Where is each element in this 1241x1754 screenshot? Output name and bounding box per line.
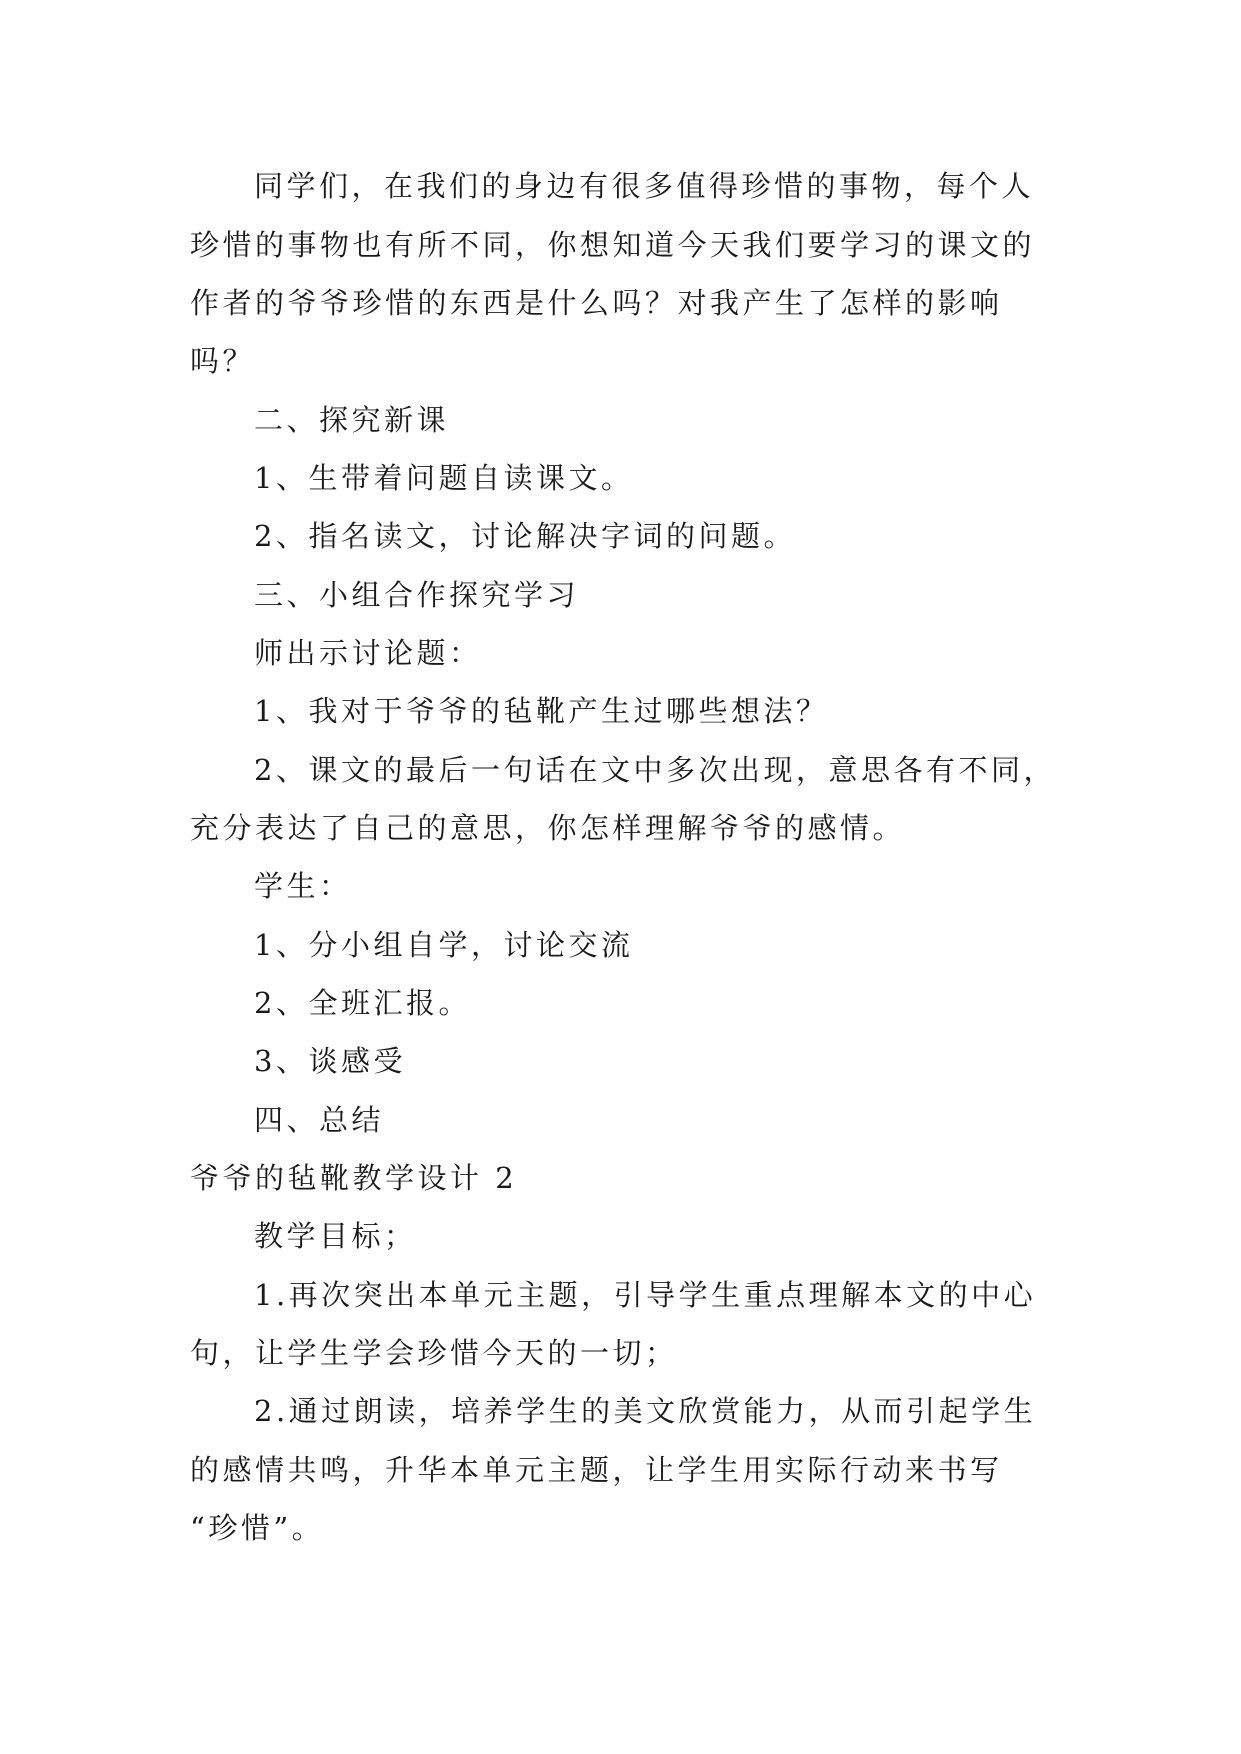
section-heading-summary: 四、总结: [254, 1103, 385, 1137]
paragraph-intro-line-3: 作者的爷爷珍惜的东西是什么吗？对我产生了怎样的影响: [190, 286, 1003, 320]
discussion-question-2-line-2: 充分表达了自己的意思，你怎样理解爷爷的感情。: [190, 811, 906, 845]
paragraph-intro-line-2: 珍惜的事物也有所不同，你想知道今天我们要学习的课文的: [190, 228, 1036, 262]
discussion-question-2-line-1: 2、课文的最后一句话在文中多次出现，意思各有不同，: [254, 753, 1056, 787]
list-item-explore-2: 2、指名读文，讨论解决字词的问题。: [254, 519, 796, 553]
student-step-3: 3、谈感受: [254, 1044, 406, 1078]
objective-2-line-3: “珍惜”。: [190, 1511, 325, 1545]
list-item-explore-1: 1、生带着问题自读课文。: [254, 461, 634, 495]
section-heading-group: 三、小组合作探究学习: [254, 578, 580, 612]
student-step-2: 2、全班汇报。: [254, 986, 471, 1020]
students-label: 学生：: [254, 869, 352, 903]
paragraph-intro-line-4: 吗？: [190, 344, 256, 378]
student-step-1: 1、分小组自学，讨论交流: [254, 928, 634, 962]
section-heading-explore: 二、探究新课: [254, 403, 450, 437]
objective-1-line-1: 1.再次突出本单元主题，引导学生重点理解本文的中心: [254, 1278, 1037, 1312]
document-title: 爷爷的毡靴教学设计 2: [190, 1161, 518, 1195]
objective-2-line-2: 的感情共鸣，升华本单元主题，让学生用实际行动来书写: [190, 1453, 1003, 1487]
objective-2-line-1: 2.通过朗读，培养学生的美文欣赏能力，从而引起学生: [254, 1394, 1037, 1428]
objectives-heading: 教学目标；: [254, 1219, 417, 1253]
discussion-question-1: 1、我对于爷爷的毡靴产生过哪些想法？: [254, 694, 829, 728]
objective-1-line-2: 句，让学生学会珍惜今天的一切；: [190, 1336, 678, 1370]
discussion-intro: 师出示讨论题：: [254, 636, 482, 670]
paragraph-intro-line-1: 同学们，在我们的身边有很多值得珍惜的事物，每个人: [254, 169, 1035, 203]
